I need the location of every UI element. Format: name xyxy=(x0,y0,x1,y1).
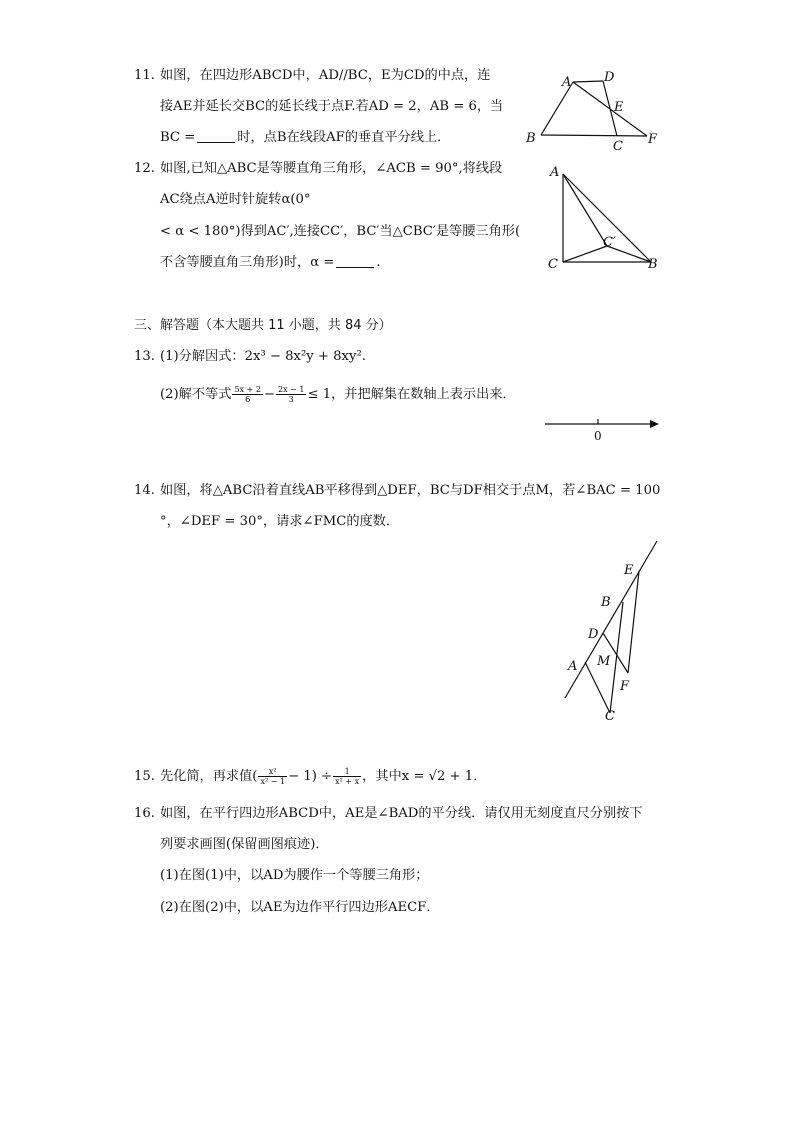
q11-figure xyxy=(520,66,670,152)
q16-line3: (1)在图(1)中，以AD为腰作一个等腰三角形； xyxy=(160,868,429,883)
label-A: A xyxy=(568,659,578,674)
q12-figure xyxy=(540,160,670,276)
label-E: E xyxy=(624,563,634,578)
section-heading: 三、解答题（本大题共 11 小题，共 84 分） xyxy=(134,318,392,333)
axis-zero-label: 0 xyxy=(594,429,602,443)
q11-line3: BC = 时，点B在线段AF的垂直平分线上． xyxy=(160,130,451,145)
q14-line2: °，∠DEF = 30°，请求∠FMC的度数． xyxy=(160,514,400,529)
q12-line4: 不含等腰直角三角形)时，α = . xyxy=(160,255,381,270)
q16-line1: 16. 如图，在平行四边形ABCD中，AE是∠BAD的平分线．请仅用无刻度直尺分别按下 xyxy=(134,806,643,821)
label-D: D xyxy=(588,627,599,642)
q16-line2: 列要求画图(保留画图痕迹)． xyxy=(160,837,329,852)
label-B: B xyxy=(648,257,658,272)
label-M: M xyxy=(597,654,611,669)
q15-line1: 15. 先化简，再求值( $\frac{\text{x²}}{\text{x² − 1}}$ − 1) ÷ $\frac{1}{\text{x² + x}}$ ，其中x = √2 + 1． xyxy=(134,767,487,786)
label-F: F xyxy=(620,679,630,694)
q15-number: 15. xyxy=(134,769,155,784)
label-C: C xyxy=(548,257,558,272)
fraction: $\frac{5x + 2}{6}$ xyxy=(234,385,261,404)
label-A: A xyxy=(562,75,572,90)
q11-number: 11. xyxy=(134,68,155,83)
q12-line1: 12. 如图,已知△ABC是等腰直角三角形，∠ACB = 90°,将线段 xyxy=(134,161,503,176)
q16-line4: (2)在图(2)中，以AE为边作平行四边形AECF． xyxy=(160,900,440,915)
number-line xyxy=(543,412,663,444)
q14-line1: 14. 如图，将△ABC沿着直线AB平移得到△DEF，BC与DF相交于点M，若∠BAC = 100 xyxy=(134,483,661,498)
answer-blank xyxy=(197,130,235,143)
q12-line3: < α < 180°)得到AC′,连接CC′，BC′当△CBC′是等腰三角形( xyxy=(160,224,521,239)
q11-line2: 接AE并延长交BC的延长线于点F.若AD = 2，AB = 6，当 xyxy=(160,99,504,114)
label-B: B xyxy=(526,131,536,146)
q13-line1: 13. (1)分解因式：2x³ − 8x²y + 8xy². xyxy=(134,349,366,364)
q12-number: 12. xyxy=(134,161,155,176)
fraction: $\frac{1}{\text{x² + x}}$ xyxy=(335,767,360,786)
q16-number: 16. xyxy=(134,806,155,821)
q14-figure xyxy=(555,538,665,728)
fraction: $\frac{\text{x²}}{\text{x² − 1}}$ xyxy=(260,767,286,786)
q13-line2: (2)解不等式 $\frac{5x + 2}{6}$ − $\frac{2x - 1}{3}$ ≤ 1，并把解集在数轴上表示出来． xyxy=(160,385,516,404)
q11-line1: 11. 如图，在四边形ABCD中，AD//BC，E为CD的中点，连 xyxy=(134,68,491,83)
label-C: C xyxy=(613,139,623,152)
q13-number: 13. xyxy=(134,349,155,364)
label-C: C xyxy=(605,709,615,724)
label-C-prime: C′ xyxy=(603,235,616,250)
label-B: B xyxy=(601,595,611,610)
fraction: $\frac{2x - 1}{3}$ xyxy=(277,385,305,404)
q14-number: 14. xyxy=(134,483,155,498)
answer-blank xyxy=(336,255,374,268)
label-F: F xyxy=(648,132,658,147)
label-D: D xyxy=(604,70,615,85)
label-E: E xyxy=(614,100,624,115)
q12-line2: AC绕点A逆时针旋转α(0° xyxy=(160,192,311,207)
label-A: A xyxy=(550,165,560,180)
